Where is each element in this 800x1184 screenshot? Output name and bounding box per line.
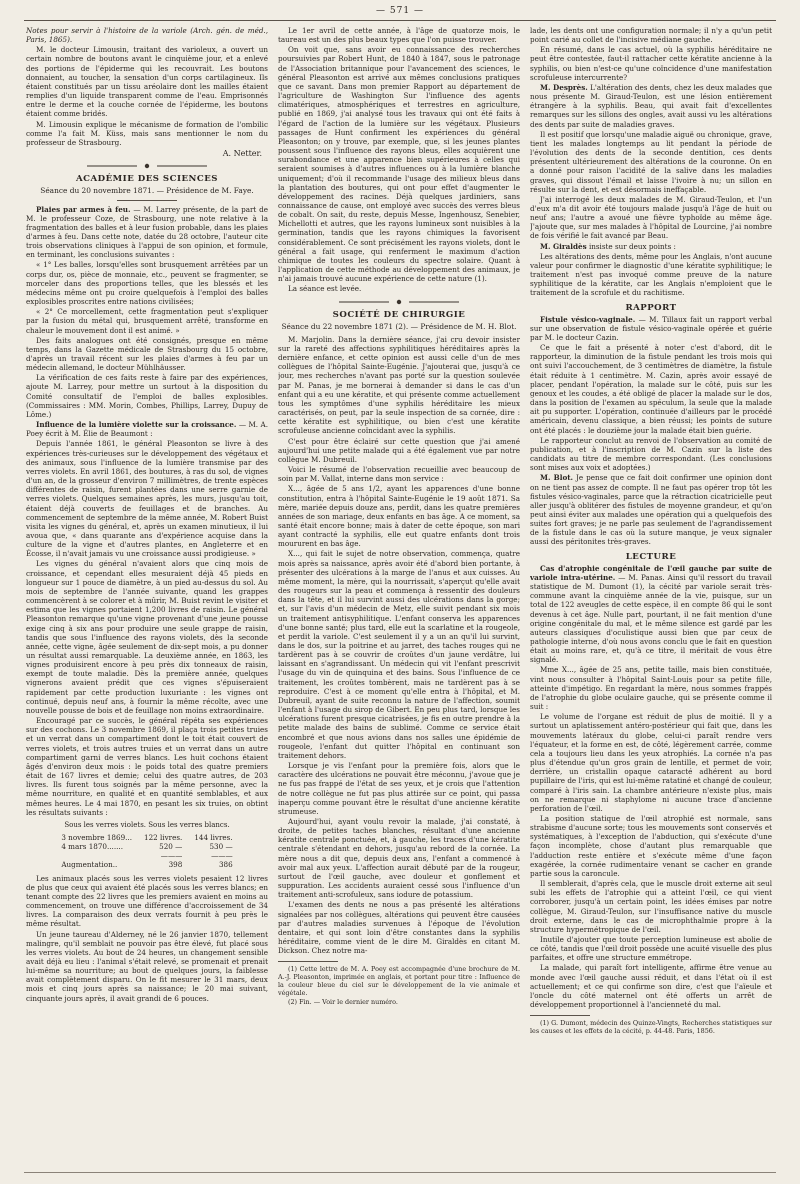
- paragraph: Plaies par armes à feu. — M. Larrey présente, de la part de M. le professeur Coze, de Strasbourg, une note relative à la fragmentation des balles et à leur fusion probable, dans les plaies d'armes à feu. Dans cette note, datée du 28 octobre, l'auteur cite trois observations cliniques à l'appui de son opinion, et formule, en terminant, les conclusions suivantes :: [26, 204, 268, 260]
- section-title-lecture: LECTURE: [625, 551, 677, 562]
- speaker-name: M. Blot.: [540, 473, 574, 483]
- paragraph: On voit que, sans avoir eu connaissance des recherches poursuivies par Robert Hunt, de 1840 à 1847, sous le patronage de l'Association britannique pour l'avancement des sciences, le général Pleasonton est arrivé aux mêmes conclusions pratiques que ce savant. Dans mon premier Rapport au département de l'agriculture de Washington Sur l'influence des agents climatériques, atmosphériques et terrestres en agriculture, publié en 1869, j'ai analysé tous les travaux qui ont été faits à l'égard de l'action de la lumière sur les végétaux. Plusieurs passages de Hunt confirment les expériences du général Pleasonton; on y trouve, par exemple, que, si les jeunes plantes poussent sous l'influence des rayons bleus, elles acquièrent une surabondance et une apparence bien supérieures à celles qui seraient soumises à d'autres influences ou à la lumière blanche uniquement; d'où il recommande l'usage des milieux bleus dans la plantation des boutures, qui ont pour effet d'augmenter le développement des racines. Déjà quelques jardiniers, sans connaissance de cause, ont employé avec succès des verres bleus de cobalt. On sait, du reste, depuis Messe, Ingenhousz, Senebier, Michellotti et autres, que les rayons lumineux sont nuisibles à la germination, tandis que les rayons chimiques la favorisent considérablement. Ce sont précisément les rayons violets, dont le général a fait usage, qui renferment le maximum d'action chimique de toutes les couleurs du spectre solaire. Quant à l'application de cette méthode au développement des animaux, je n'ai jamais trouvé aucune expérience de cette nature (1).: [278, 45, 520, 284]
- section-title-academie: ACADÉMIE DES SCIENCES: [75, 174, 219, 185]
- paragraph: Cas d'atrophie congénitale de l'œil gauche par suite de variole intra-utérine. — M. Panas. Ainsi qu'il ressort du travail statistique de M. Dumont (1), la cécité par variole serait très-commune avant la cinquième année de la vie, puisque, sur un total de 122 aveugles de cette espèce, il en compte 86 qui le sont devenus à cet âge. Nulle part, pourtant, il ne fait mention d'une origine congénitale du mal, et le même silence est gardé par les auteurs classiques d'oculistique aussi bien que par ceux de pathologie interne, d'où nous avons conclu que le fait en question était au moins rare, et, qu'à ce titre, il méritait de vous être signalé.: [530, 563, 772, 665]
- paragraph: La position statique de l'œil atrophié est normale, sans strabisme d'aucune sorte; tous les mouvements sont conservés et systématiques, à l'exception de l'abduction, qui s'exécute d'une façon incomplète, chose d'autant plus remarquable que l'adduction reste entière et s'exécute même d'une façon exagérée, la cornée rudimentaire venant se cacher en grande partie sous la caroncule.: [530, 813, 772, 878]
- weight-table: [55, 833, 238, 870]
- paragraph: M. Limousin explique le mécanisme de formation de l'ombilic comme l'a fait M. Küss, mais sans mentionner le nom du professeur de Strasbourg.: [26, 119, 268, 147]
- table-row: [55, 860, 238, 869]
- author-signature: A. Netter.: [222, 149, 262, 159]
- session-line: Séance du 20 novembre 1871. — Présidence de M. Faye.: [40, 186, 254, 196]
- table-cell: Augmentation..: [61, 860, 118, 870]
- table-cell: 122 livres.: [144, 832, 183, 842]
- rubric-title: Plaies par armes à feu.: [36, 204, 131, 214]
- paragraph: Les animaux placés sous les verres violets pesaient 12 livres de plus que ceux qui avaient été placés sous les verres blancs; en tenant compte des 22 livres que les premiers avaient en moins au commencement, on trouve une différence d'accroissement de 34 livres. La comparaison des deux verrats fournit à peu près le même résultat.: [26, 873, 268, 929]
- paragraph: En résumé, dans le cas actuel, où la syphilis héréditaire ne peut être contestée, faut-il rattacher cette kératite ancienne à la syphilis, ou bien n'est-ce qu'une coïncidence d'une manifestation scrofuleuse intercurrente?: [530, 45, 772, 82]
- ornament-divider: [87, 163, 207, 169]
- table-cell: 386: [218, 860, 233, 870]
- paragraph: Fistule vésico-vaginale. — M. Tillaux fait un rapport verbal sur une observation de fistule vésico-vaginale opérée et guérie par M. le docteur Cazin.: [530, 314, 772, 342]
- paragraph: Les altérations des dents, même pour les Anglais, n'ont aucune valeur pour confirmer le diagnostic d'une kératite syphilitique; le traitement n'est pas invoqué comme preuve de la nature syphilitique de la kératite, car les Anglais n'emploient que le traitement de la scrofule et du rachitisme.: [530, 251, 772, 298]
- paragraph: Encouragé par ce succès, le général répéta ses expériences sur des cochons. Le 3 novembre 1869, il plaça trois petites truies et un verrat dans un compartiment dont le toit était couvert de verres violets, et trois autres truies et un verrat dans un autre compartiment garni de verres blancs. Les huit cochons étaient âgés d'environ deux mois : le poids total des quatre premiers était de 167 livres et demie; celui des quatre autres, de 203 livres. Ils furent tous soignés par la même personne, avec la même nourriture, en qualité et en quantité semblables, et aux mêmes heures. Le 4 mai 1870, en pesant les six truies, on obtint les résultats suivants :: [26, 716, 268, 817]
- table-cell: 3 novembre 1869...: [61, 832, 132, 842]
- paragraph: C'est pour être éclairé sur cette question que j'ai amené aujourd'hui une petite malade qui a été également vue par notre collègue M. Dubreuil.: [278, 436, 520, 464]
- paragraph: X..., qui fait le sujet de notre observation, commença, quatre mois après sa naissance, après avoir été d'abord bien portante, à présenter des ulcérations à la marge de l'anus et aux cuisses. Au même moment, la mère, qui la nourrissait, s'aperçut qu'elle avait des rougeurs sur la peau et commença à ressentir des douleurs dans la tête, et il lui survint aussi des ulcérations dans la gorge; et, sur l'avis d'un médecin de Metz, elle suivit pendant six mois un traitement antisyphilitique. L'enfant conserva les apparences d'une bonne santé; plus tard, elle eut la scarlatine et la rougeole, et perdit la variole. C'est seulement il y a un an qu'il lui survint, dans le dos, sur la poitrine et au jarret, des taches rouges qui ne tardèrent pas à se couvrir de croûtes d'un jaune verdâtre, lui laissant en s'agrandissant. Un médecin qui vit l'enfant prescrivit l'usage du vin de quinquina et des bains. Sous l'influence de ce traitement, les croûtes tombèrent, mais ne tardèrent pas à se reproduire. C'est à ce moment qu'elle entra à l'hôpital, et M. Dubreuil, ayant de suite reconnu la nature de l'affection, soumit l'enfant à l'usage du sirop de Gibert. En peu plus tard, lorsque les ulcérations furent presque cicatrisées, je fis en outre prendre à la petite malade des bains de sublimé. Comme ce service était encombré et que nous avions dans nos salles une épidémie de rougeole, l'enfant dut quitter l'hôpital en continuant son traitement dehors.: [278, 549, 520, 760]
- table-cell: 144 livres.: [194, 832, 233, 842]
- sum-rule: ———: [211, 851, 233, 861]
- rubric-title: Cas d'atrophie congénitale de l'œil gauche par suite de variole intra-utérine.: [530, 563, 772, 582]
- paragraph: Voici le résumé de l'observation recueillie avec beaucoup de soin par M. Vallat, interne dans mon service :: [278, 465, 520, 484]
- closing-line: La séance est levée.: [288, 284, 362, 294]
- table-row: [55, 842, 238, 851]
- bottom-rule: [24, 1172, 776, 1173]
- table-cell: 530 —: [209, 842, 233, 852]
- paragraph: La vérification de ces faits reste à faire par des expériences, ajoute M. Larrey, pour mettre un surtout à la disposition du Comité consultatif de l'emploi de balles explosibles. (Commissaires : MM. Morin, Combes, Phillips, Larrey, Dupuy de Lôme.): [26, 373, 268, 419]
- table-cell: 398: [168, 860, 183, 870]
- paragraph: Le volume de l'organe est réduit de plus de moitié. Il y a surtout un aplatissement antéro-postérieur qui fait que, dans les mouvements latéraux du globe, celui-ci paraît rendre vers l'équateur, et la forme en est, de côté, légèrement carrée, comme cela a toujours lieu dans les yeux atrophiés. La cornée n'a pas plus d'étendue qu'un gros grain de lentille, et permet de voir, derrière, un cristallin opaque cataracté adhérent au bord pupillaire de l'iris, qui est lui-même ratatiné et changé de couleur, comparé à l'iris sain. La chambre antérieure n'existe plus, mais on ne remarque ni staphylome ni aucune trace d'ancienne perforation de l'œil.: [530, 712, 772, 813]
- column-3: [530, 26, 772, 1176]
- table-cell: 520 —: [159, 842, 183, 852]
- paragraph: Lorsque je vis l'enfant pour la première fois, alors que le caractère des ulcérations ne pouvait être méconnu, j'avoue que je ne fus pas frappé de l'état de ses yeux, et je crois que l'attention de notre collègue ne fut pas plus attirée sur ce point, qui passa inaperçu comme pouvant être le résultat d'une ancienne kératite strumeuse.: [278, 761, 520, 816]
- paragraph: « 1° Les balles, lorsqu'elles sont brusquement arrêtées par un corps dur, os, pièce de monnaie, etc., peuvent se fragmenter, se morceler dans des proportions telles, que les blessés et les médecins même ont pu croire quelquefois à l'emploi des balles explosibles proscrites entre nations civilisées;: [26, 260, 268, 307]
- rubric-title: Influence de la lumière violette sur la croissance.: [36, 420, 237, 430]
- column-2: [278, 26, 520, 1176]
- divider: [117, 200, 177, 201]
- paragraph: M. Desprès. L'altération des dents, chez les deux malades que nous présente M. Giraud-Teulon, est une lésion entièrement étrangère à la syphilis. Beau, qui avait fait d'excellentes remarques sur les sillons des ongles, avait aussi vu les altérations des dents par suite de maladies graves.: [530, 82, 772, 129]
- table-row: [55, 833, 238, 842]
- paragraph: X..., âgée de 5 ans 1/2, ayant les apparences d'une bonne constitution, entra à l'hôpital Sainte-Eugénie le 19 août 1871. Sa mère, mariée depuis douze ans, perdit, dans les quatre premières années de son mariage, deux enfants en bas âge. A ce moment, sa santé était encore bonne; mais à dater de cette époque, son mari ayant contracté la syphilis, elle eut quatre enfants dont trois moururent en bas âge.: [278, 484, 520, 549]
- paragraph: J'ai interrogé les deux malades de M. Giraud-Teulon, et l'un d'eux m'a dit avoir été toujours malade jusqu'à l'âge de huit ou neuf ans; l'autre a avoué une fièvre typhoïde au même âge. J'ajoute que, sur mes malades à l'hôpital de Lourcine, j'ai nombre de fois vérifié le fait avancé par Beau.: [530, 194, 772, 241]
- paragraph: Il semblerait, d'après cela, que le muscle droit externe ait seul subi les effets de l'atrophie qui a atteint l'œil, ce qui vient corroborer, jusqu'à un certain point, les idées émises par notre collègue, M. Giraud-Teulon, sur l'insuffisance native du muscle droit externe, dans le cas de microphthalmie propre à la structure hypermétropique de l'œil.: [530, 879, 772, 934]
- speaker-name: M. Giraldès: [540, 241, 587, 251]
- speaker-name: M. Desprès.: [540, 82, 588, 92]
- page-number: — 571 —: [376, 6, 424, 16]
- section-title-chirurgie: SOCIÉTÉ DE CHIRURGIE: [332, 309, 466, 320]
- footnote: (2) Fin. — Voir le dernier numéro.: [288, 998, 398, 1007]
- rubric-title: Fistule vésico-vaginale.: [540, 314, 636, 324]
- paragraph: « 2° Ce morcellement, cette fragmentation peut s'expliquer par la fusion du métal qui, brusquement arrêté, transforme en chaleur le mouvement dont il est animé. »: [26, 307, 268, 335]
- paragraph: M. le docteur Limousin, traitant des varioleux, a ouvert un certain nombre de boutons avant le cinquième jour, et a enlevé des portions de l'épiderme qui les recouvrait. Les boutons donnaient, au toucher, la sensation d'un corps cartilagineux. Ils étaient constitués par un tissu aréolaire dont les mailles étaient remplies d'un liquide transparent comme de l'eau. Emprisonnés entre le derme et la couche cornée de l'épiderme, les boutons étaient comme bridés.: [26, 45, 268, 119]
- article-reference: Notes pour servir à l'histoire de la variole (Arch. gén. de méd., Paris, 1865).: [26, 26, 268, 45]
- paragraph: M. Giraldès insiste sur deux points :: [540, 241, 676, 251]
- footnote: (1) G. Dumont, médecin des Quinze-Vingts, Recherches statistiques sur les causes et les effets de la cécité, p. 44-48. Paris, 1856.: [530, 1019, 772, 1036]
- table-title: Sous les verres violets. Sous les verres blancs.: [64, 820, 230, 829]
- section-title-rapport: RAPPORT: [625, 302, 677, 313]
- paragraph: Il est positif que lorsqu'une maladie aiguë ou chronique, grave, tient les malades longtemps au lit pendant la période de l'évolution des dents de la seconde dentition, ces dents présentent ultérieurement des altérations de la couronne. On en a donné pour raison l'acidité de la salive dans les maladies graves, qui dissout l'émail et laisse l'ivoire à nu; un sillon en résulte sur la dent, et est désormais ineffaçable.: [530, 129, 772, 194]
- footnote-rule: [530, 1015, 590, 1016]
- paragraph: L'examen des dents ne nous a pas présenté les altérations signalées par nos collègues, altérations qui peuvent être causées par d'autres maladies survenues à l'époque de l'évolution dentaire, et qui sont loin d'être constantes dans la syphilis héréditaire, comme vient de le dire M. Giraldès en citant M. Dickson. Chez notre ma-: [278, 900, 520, 956]
- table-row: [55, 851, 238, 860]
- paragraph: lade, les dents ont une configuration normale; il n'y a qu'un petit point carié au collet de l'incisive médiane gauche.: [530, 26, 772, 45]
- paragraph: M. Blot. Je pense que ce fait doit confirmer une opinion dont on ne tient pas assez de compte. Il ne faut pas opérer trop tôt les fistules vésico-vaginales, parce que la rétraction cicatricielle peut aller jusqu'à oblitérer des fistules de moyenne grandeur, et qu'on peut ainsi éviter aux malades une opération qui a quelquefois des suites fort graves; je ne parle pas seulement de l'agrandissement de la fistule dans le cas où la suture manque, je veux signaler aussi des péritonites très-graves.: [530, 473, 772, 547]
- paragraph: Des faits analogues ont été consignés, presque en même temps, dans la Gazette médicale de Strasbourg du 15 octobre, d'après un travail récent sur les plaies d'armes à feu par un médecin allemand, le docteur Mühlhäusser.: [26, 335, 268, 373]
- paragraph: Aujourd'hui, ayant voulu revoir la malade, j'ai constaté, à droite, de petites taches blanches, résultant d'une ancienne kératite centrale ponctuée, et, à gauche, les traces d'une kératite centrale s'étendant en dehors, jusqu'au rebord de la cornée. La mère nous a dit que, depuis deux ans, l'enfant a commencé à avoir mal aux yeux. L'affection aurait débuté par de la rougeur, surtout de l'œil gauche, avec douleur et gonflement et suppuration. Les accidents auraient cessé sous l'influence d'un traitement anti-scrofuleux, sans iodure de potassium.: [278, 816, 520, 900]
- paragraph: M. Marjolin. Dans la dernière séance, j'ai cru devoir insister sur la rareté des affections syphilitiques héréditaires après la dernière enfance, et cette opinion est aussi celle d'un de mes collègues de l'hôpital Sainte-Eugénie. J'ajouterai que, jusqu'à ce jour, mes recherches n'avant pas porté sur la question soulevée par M. Panas, je me bornerai à demander si dans le cas d'un enfant qui a eu une kératite, et qui présente comme actuellement tous les symptômes d'une syphilis héréditaire les mieux caractérisés, on peut, par la seule inspection de sa cornée, dire : cette kératite est syphilitique, ou bien c'est une kératite scrofuleuse ancienne coïncidant avec la syphilis.: [278, 334, 520, 436]
- paragraph: Depuis l'année 1861, le général Pleasonton se livre à des expériences très-curieuses sur le développement des végétaux et des animaux, sous l'influence de la lumière transmise par des verres violets. En avril 1861, des boutures, à ras du sol, de vignes d'un an, de la grosseur d'environ 7 millimètres, de trente espèces différentes de raisin, furent plantées dans une serre garnie de verres violets. Quelques semaines après, les murs, jusqu'au toit, étaient déjà couverts de feuillages et de branches. Au commencement de septembre de la même année, M. Robert Buist visita les vignes du général, et, après un examen minutieux, il lui avoua que, « dans quarante ans d'expérience acquise dans la culture de la vigne et d'autres plantes, en Angleterre et en Écosse, il n'avait jamais vu une croissance aussi prodigieuse. »: [26, 439, 268, 559]
- paragraph: Ce que le fait a présenté à noter c'est d'abord, dit le rapporteur, la diminution de la fistule pendant les trois mois qui ont suivi l'accouchement, de 3 centimètres de diamètre, la fistule était réduite à 1 centimètre. M. Cazin, après avoir essayé de placer, pendant l'opération, la malade sur le côté, puis sur les genoux et les coudes, a été obligé de placer la malade sur le dos, dans la position de l'examen au spéculum, la seule que la malade ait pu supporter. L'opération, continuée d'ailleurs par le procédé américain, devenu classique, a bien réussi; les points de suture ont été placés : le douzième jour la malade était bien guérie.: [530, 343, 772, 435]
- table-cell: 4 mars 1870.......: [61, 842, 123, 852]
- sum-rule: ———: [160, 851, 183, 861]
- footnote-rule: [278, 961, 338, 962]
- header-rule: [24, 20, 776, 21]
- paragraph: Les vignes du général n'avaient alors que cinq mois de croissance, et cependant elles mesuraient déjà 45 pieds en longueur sur 1 pouce de diamètre, à un pied au-dessus du sol. Au mois de septembre de l'année suivante, quand les grappes commencèrent à se colorer et à mûrir, M. Buist revint le visiter et estima que les vignes portaient 1,200 livres de raisin. Le général Pleasonton remarque qu'une vigne provenant d'une jeune pousse exige cinq à six ans pour produire une seule grappe de raisin, tandis que sous l'influence des rayons violets, dès la seconde année, cette vigne, âgée seulement de dix-sept mois, a pu donner un résultat aussi remarquable. La deuxième année, en 1863, les vignes produisirent encore à peu près dix tonneaux de raisin, exempt de toute maladie. Dès la première année, quelques vignerons avaient prédit que ces vignes s'épuiseraient rapidement par cette production luxuriante : les vignes ont continué, depuis neuf ans, à fournir la même récolte, avec une nouvelle pousse de bois et de feuillage non moins extraordinaire.: [26, 559, 268, 715]
- footnote: (1) Cette lettre de M. A. Poey est accompagnée d'une brochure de M. A.-J. Pleasonton, imprimée en anglais, et portant pour titre : Influence de la couleur bleue du ciel sur le développement de la vie animale et végétale.: [278, 965, 520, 998]
- session-line: Séance du 22 novembre 1871 (2). — Présidence de M. H. Blot.: [281, 321, 517, 331]
- paragraph: La malade, qui paraît fort intelligente, affirme être venue au monde avec l'œil gauche aussi réduit, et dans l'état où il est actuellement; et ce qui confirme son dire, c'est que l'aïeule et l'oncle du côté maternel ont été offerts un arrêt de développement proportionnel à l'ancienneté du mal.: [530, 963, 772, 1010]
- paragraph: Influence de la lumière violette sur la croissance. — M. A. Poey écrit à M. Élie de Beaumont :: [26, 420, 268, 439]
- paragraph: Le rapporteur conclut au renvoi de l'observation au comité de publication, et à l'inscription de M. Cazin sur la liste des candidats au titre de membre correspondant. (Les conclusions sont mises aux voix et adoptées.): [530, 435, 772, 473]
- paragraph: Inutile d'ajouter que toute perception lumineuse est abolie de ce côté, tandis que l'œil droit possède une acuité visuelle des plus parfaites, et offre une structure emmétrope.: [530, 935, 772, 963]
- column-1: [26, 26, 268, 1176]
- paragraph: Un jeune taureau d'Alderney, né le 26 janvier 1870, tellement malingre, qu'il semblait ne pouvoir pas être élevé, fut placé sous les verres violets. Au bout de 24 heures, un changement sensible avait déjà eu lieu : l'animal s'était relevé, se promenait et prenait lui-même sa nourriture; au bout de quelques jours, la faiblesse avait complètement disparu. On le fit mesurer le 31 mars, deux mois et cinq jours après sa naissance; le 20 mai suivant, cinquante jours après, il avait grandi de 6 pouces.: [26, 929, 268, 1003]
- ornament-divider: [339, 299, 459, 305]
- paragraph: Mme X..., âgée de 25 ans, petite taille, mais bien constituée, vint nous consulter à l'hôpital Saint-Louis pour sa petite fille, atteinte d'impétigo. En regardant la mère, nous sommes frappés de l'atrophie du globe oculaire gauche, qui se présente comme il suit :: [530, 665, 772, 712]
- paragraph: Le 1er avril de cette année, à l'âge de quatorze mois, le taureau est un des plus beaux types que l'on puisse trouver.: [278, 26, 520, 45]
